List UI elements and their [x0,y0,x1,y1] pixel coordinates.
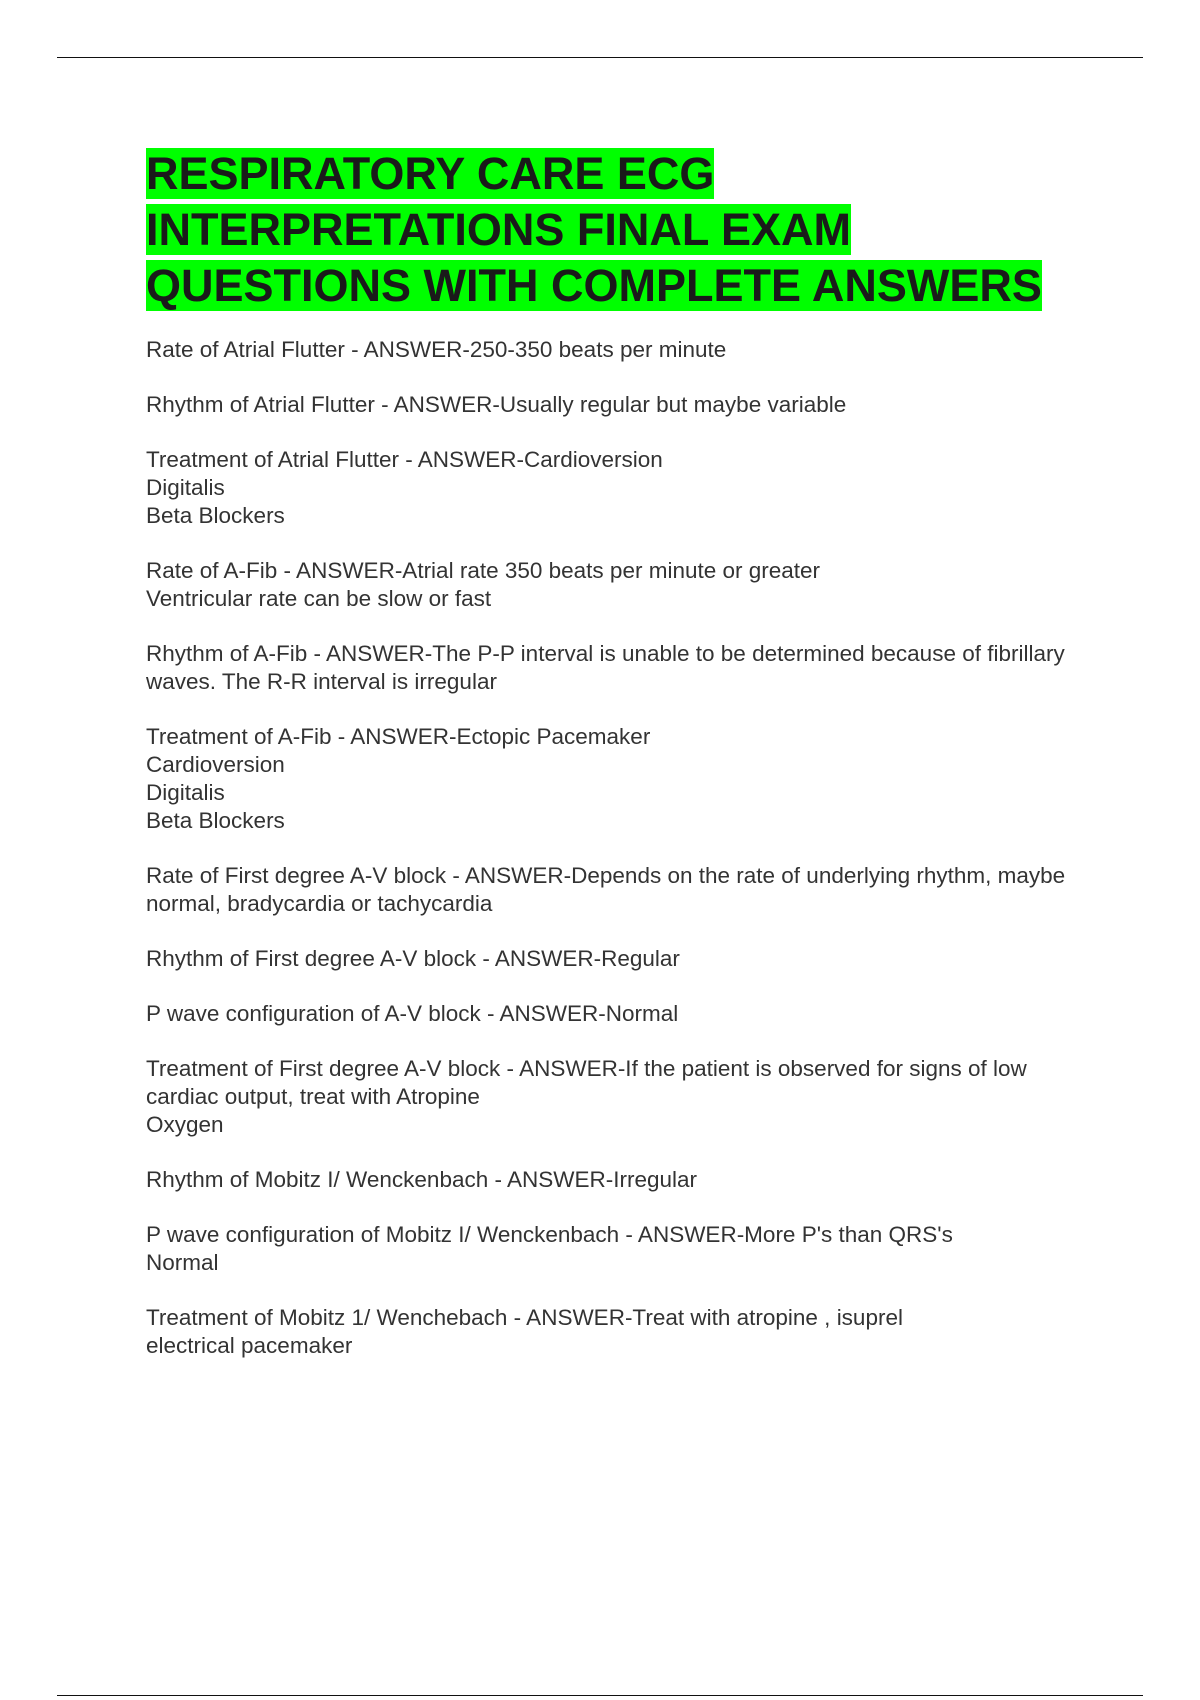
title-highlight: RESPIRATORY CARE ECG INTERPRETATIONS FINAL EXAM QUESTIONS WITH COMPLETE ANSWERS [146,148,1042,311]
qa-question-answer-line: Treatment of Mobitz 1/ Wenchebach - ANSWER-Treat with atropine , isuprel [146,1305,903,1330]
qa-item [146,1304,1066,1360]
qa-item [146,1166,1066,1194]
qa-item [146,1221,1066,1277]
qa-question-answer-line: Rhythm of Atrial Flutter - ANSWER-Usually regular but maybe variable [146,392,847,417]
qa-item [146,862,1066,918]
qa-question-answer-line: Rate of First degree A-V block - ANSWER-Depends on the rate of underlying rhythm, maybe normal, bradycardia or tachycardia [146,863,1066,916]
qa-answer-line: Ventricular rate can be slow or fast [146,586,492,611]
qa-question-answer-line: Rhythm of A-Fib - ANSWER-The P-P interval is unable to be determined because of fibrillary waves. The R-R interval is irregular [146,641,1065,694]
qa-item [146,1055,1066,1139]
footer-rule [57,1695,1143,1696]
qa-answer-line: Cardioversion [146,752,285,777]
qa-question-answer-line: Rhythm of Mobitz I/ Wenckenbach - ANSWER-Irregular [146,1167,698,1192]
qa-item [146,446,1066,530]
qa-list [146,336,1066,1360]
qa-item [146,640,1066,696]
header-rule [57,57,1143,58]
qa-answer-line: Digitalis [146,780,225,805]
qa-question-answer-line: P wave configuration of A-V block - ANSWER-Normal [146,1001,679,1026]
document-title [146,146,1066,314]
qa-question-answer-line: Treatment of First degree A-V block - ANSWER-If the patient is observed for signs of low cardiac output, treat with Atropine [146,1056,1027,1109]
qa-question-answer-line: Rhythm of First degree A-V block - ANSWER-Regular [146,946,680,971]
qa-item [146,336,1066,364]
qa-question-answer-line: P wave configuration of Mobitz I/ Wenckenbach - ANSWER-More P's than QRS's [146,1222,953,1247]
qa-question-answer-line: Treatment of A-Fib - ANSWER-Ectopic Pacemaker [146,724,651,749]
qa-item [146,391,1066,419]
qa-answer-line: Normal [146,1250,219,1275]
qa-answer-line: Beta Blockers [146,808,285,833]
qa-answer-line: Beta Blockers [146,503,285,528]
qa-question-answer-line: Treatment of Atrial Flutter - ANSWER-Cardioversion [146,447,663,472]
qa-answer-line: Digitalis [146,475,225,500]
qa-answer-line: Oxygen [146,1112,224,1137]
qa-item [146,723,1066,835]
qa-question-answer-line: Rate of A-Fib - ANSWER-Atrial rate 350 beats per minute or greater [146,558,821,583]
qa-item [146,945,1066,973]
qa-item [146,1000,1066,1028]
qa-question-answer-line: Rate of Atrial Flutter - ANSWER-250-350 beats per minute [146,337,727,362]
qa-answer-line: electrical pacemaker [146,1333,353,1358]
qa-item [146,557,1066,613]
document-body [146,146,1066,1387]
